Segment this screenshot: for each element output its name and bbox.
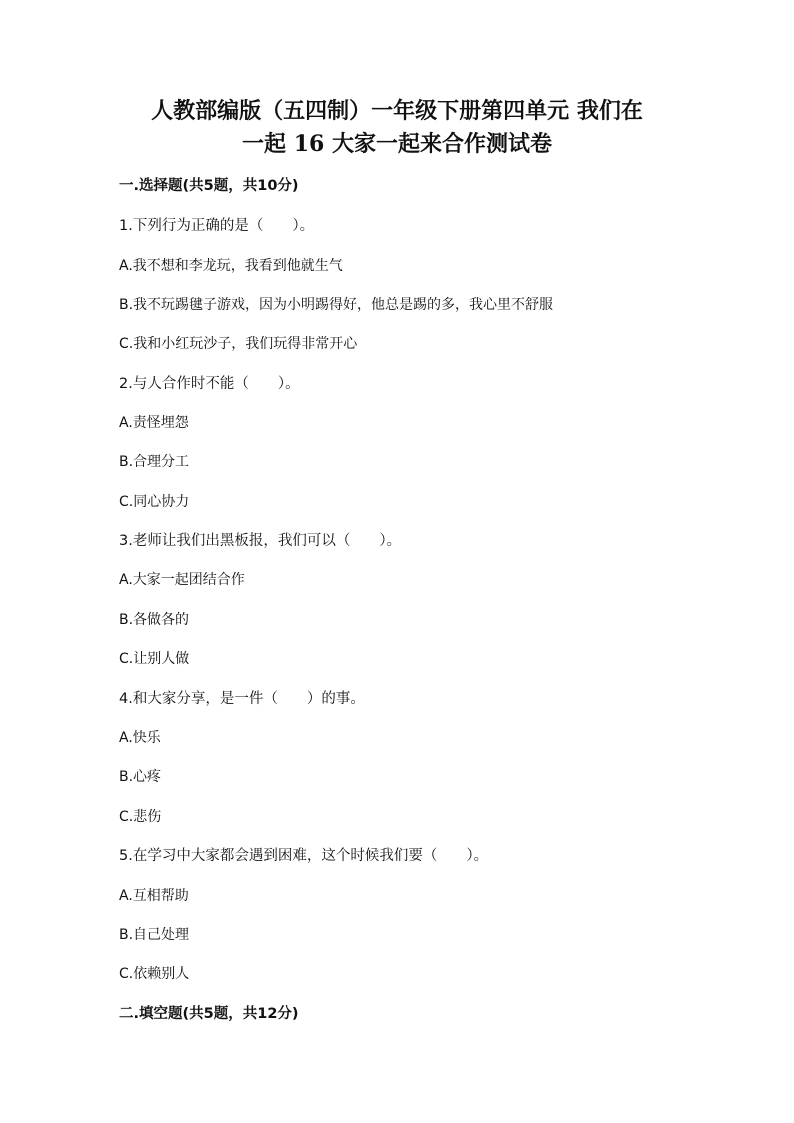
answer-option: C.依赖别人 bbox=[119, 966, 190, 982]
answer-option: B.我不玩踢毽子游戏，因为小明踢得好，他总是踢的多，我心里不舒服 bbox=[119, 297, 554, 313]
document-title-line-2: 一起 16 大家一起来合作测试卷 bbox=[242, 131, 552, 157]
section-heading-multiple-choice: 一.选择题(共5题，共10分) bbox=[119, 178, 299, 194]
answer-option: B.各做各的 bbox=[119, 612, 190, 628]
section-heading-fill-in-blank: 二.填空题(共5题，共12分) bbox=[119, 1006, 299, 1022]
question-stem: 4.和大家分享，是一件（ ）的事。 bbox=[119, 691, 365, 707]
answer-option: B.心疼 bbox=[119, 769, 162, 785]
question-stem: 5.在学习中大家都会遇到困难，这个时候我们要（ ）。 bbox=[119, 848, 489, 864]
answer-option: C.同心协力 bbox=[119, 494, 190, 510]
answer-option: C.我和小红玩沙子，我们玩得非常开心 bbox=[119, 336, 358, 352]
question-stem: 2.与人合作时不能（ ）。 bbox=[119, 376, 300, 392]
answer-option: A.互相帮助 bbox=[119, 888, 189, 904]
answer-option: C.悲伤 bbox=[119, 809, 162, 825]
question-stem: 3.老师让我们出黑板报，我们可以（ ）。 bbox=[119, 533, 402, 549]
answer-option: A.我不想和李龙玩，我看到他就生气 bbox=[119, 258, 343, 274]
answer-option: A.责怪埋怨 bbox=[119, 415, 189, 431]
answer-option: B.合理分工 bbox=[119, 454, 190, 470]
answer-option: A.大家一起团结合作 bbox=[119, 572, 245, 588]
answer-option: B.自己处理 bbox=[119, 927, 190, 943]
document-title-line-1: 人教部编版（五四制）一年级下册第四单元 我们在 bbox=[151, 98, 643, 124]
answer-option: A.快乐 bbox=[119, 730, 161, 746]
answer-option: C.让别人做 bbox=[119, 651, 190, 667]
question-stem: 1.下列行为正确的是（ ）。 bbox=[119, 218, 315, 234]
